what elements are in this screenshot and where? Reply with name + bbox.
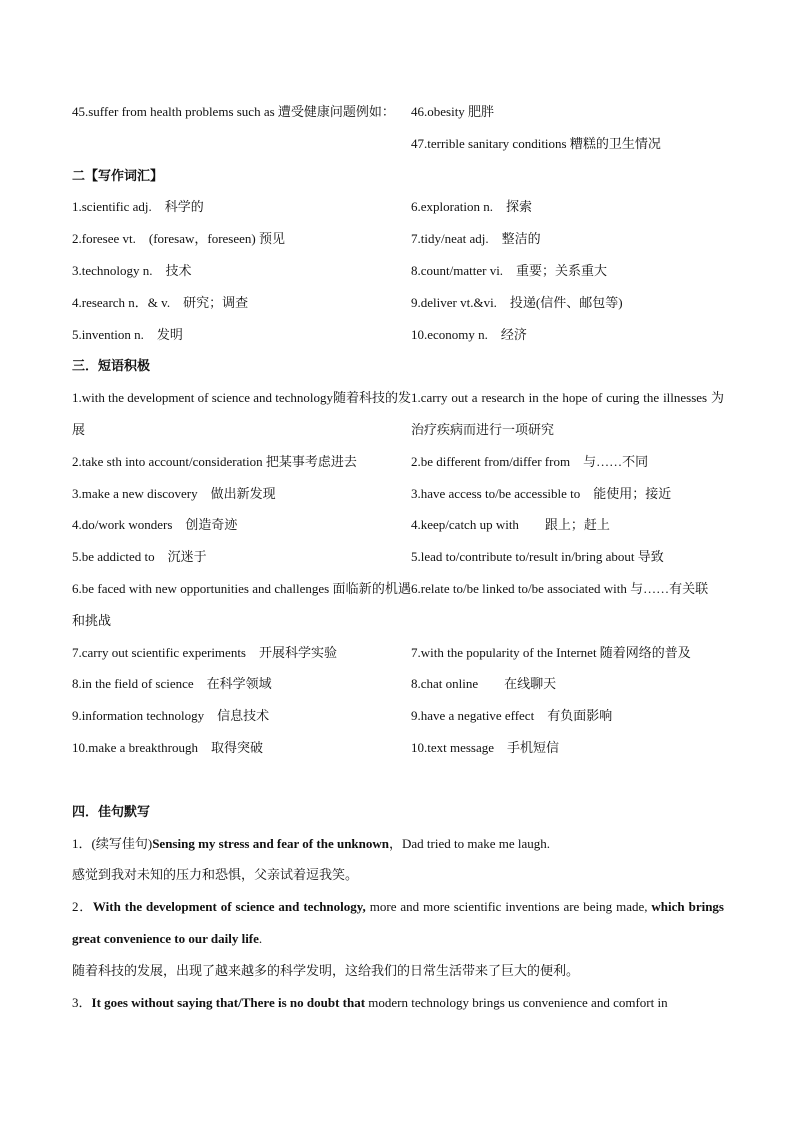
key-phrase: Sensing my stress and fear of the unknown	[152, 835, 389, 851]
vocab-item: 1.scientific adj. 科学的	[72, 199, 204, 215]
vocab-item: 3.technology n. 技术	[72, 262, 192, 278]
phrase-item: 1.carry out a research in the hope of curing the illnesses 为治疗疾病而进行一项研究	[411, 390, 724, 437]
key-phrase: With the development of science and technology,	[92, 899, 366, 915]
sentence-translation: 随着科技的发展，出现了越来越多的科学发明，这给我们的日常生活带来了巨大的便利。	[72, 962, 580, 978]
phrase-row	[72, 732, 724, 764]
phrase-item: 5.be addicted to 沉迷于	[72, 549, 207, 565]
phrase-item: 5.lead to/contribute to/result in/bring about 导致	[411, 549, 664, 565]
phrase-row	[72, 541, 724, 573]
sentence-number: 1．	[72, 835, 92, 851]
phrase-item: 9.information technology 信息技术	[72, 708, 270, 724]
vocab-row	[72, 191, 724, 223]
sentence-text: .	[258, 930, 263, 946]
sentence-number: 3．	[72, 994, 92, 1010]
vocab-column-right	[411, 96, 724, 160]
key-phrase: It goes without saying that/There is no doubt that	[91, 994, 366, 1010]
vocab-row	[72, 287, 724, 319]
phrase-row	[72, 668, 724, 700]
phrase-item: 3.make a new discovery 做出新发现	[72, 485, 276, 501]
phrase-item: 2.be different from/differ from 与……不同	[411, 453, 649, 469]
vocab-item: 8.count/matter vi. 重要；关系重大	[411, 262, 608, 278]
vocab-item: 45.suffer from health problems such as 遭受健康问题例如：	[72, 104, 395, 119]
sentence-number: 2．	[72, 899, 93, 915]
phrase-item: 9.have a negative effect 有负面影响	[411, 708, 613, 724]
vocab-item: 7.tidy/neat adj. 整洁的	[411, 231, 541, 247]
sentence-text: modern technology brings us convenience and comfort in	[365, 994, 668, 1010]
example-sentence	[72, 891, 724, 955]
vocab-item: 10.economy n. 经济	[411, 326, 527, 342]
vocab-item: 4.research n．& v. 研究；调查	[72, 294, 249, 310]
sentence-prefix: (续写佳句)	[91, 835, 153, 851]
phrase-item: 8.in the field of science 在科学领域	[72, 676, 272, 692]
phrase-item: 7.with the popularity of the Internet 随着网络的普及	[411, 644, 691, 660]
key-phrase: which brings great convenience to our daily life	[72, 899, 724, 946]
vocab-item: 5.invention n. 发明	[72, 326, 183, 342]
vocab-row	[72, 319, 724, 351]
sentence-text: ，Dad tried to make me laugh.	[389, 835, 551, 851]
phrase-item: 10.make a breakthrough 取得突破	[72, 739, 263, 755]
phrase-row	[72, 637, 724, 669]
vocab-row	[72, 96, 724, 160]
section-heading: 二【写作词汇】	[72, 167, 164, 183]
spacer	[72, 764, 724, 796]
vocab-item: 2.foresee vt. (foresaw，foreseen) 预见	[72, 231, 285, 247]
example-sentence	[72, 987, 724, 1019]
vocab-row	[72, 223, 724, 255]
vocab-row	[72, 255, 724, 287]
phrase-row	[72, 382, 724, 446]
phrase-item: 4.keep/catch up with 跟上；赶上	[411, 517, 610, 533]
phrase-item: 6.relate to/be linked to/be associated with 与……有关联	[411, 580, 709, 596]
vocab-item: 46.obesity 肥胖	[411, 104, 495, 119]
phrase-row	[72, 446, 724, 478]
section-heading: 三．短语积极	[72, 358, 151, 374]
sentence-translation: 感觉到我对未知的压力和恐惧，父亲试着逗我笑。	[72, 867, 359, 883]
phrase-row	[72, 478, 724, 510]
phrase-item: 8.chat online 在线聊天	[411, 676, 557, 692]
phrase-item: 1.with the development of science and technology随着科技的发展	[72, 390, 412, 437]
phrase-row	[72, 700, 724, 732]
vocab-item: 6.exploration n. 探索	[411, 199, 532, 215]
phrase-row	[72, 573, 724, 637]
vocab-item: 9.deliver vt.&vi. 投递(信件、邮包等)	[411, 294, 623, 310]
section-heading: 四．佳句默写	[72, 803, 151, 819]
phrase-item: 4.do/work wonders 创造奇迹	[72, 517, 238, 533]
document-page	[72, 96, 724, 1018]
phrase-item: 6.be faced with new opportunities and challenges 面临新的机遇和挑战	[72, 580, 411, 628]
phrase-row	[72, 509, 724, 541]
example-sentence	[72, 828, 724, 860]
phrase-item: 2.take sth into account/consideration 把某事考虑进去	[72, 453, 357, 469]
phrase-item: 10.text message 手机短信	[411, 739, 560, 755]
phrase-item: 7.carry out scientific experiments 开展科学实验	[72, 644, 337, 660]
vocab-item: 47.terrible sanitary conditions 糟糕的卫生情况	[411, 135, 661, 151]
phrase-item: 3.have access to/be accessible to 能使用；接近	[411, 485, 672, 501]
sentence-text: more and more scientific inventions are being made,	[365, 899, 652, 915]
